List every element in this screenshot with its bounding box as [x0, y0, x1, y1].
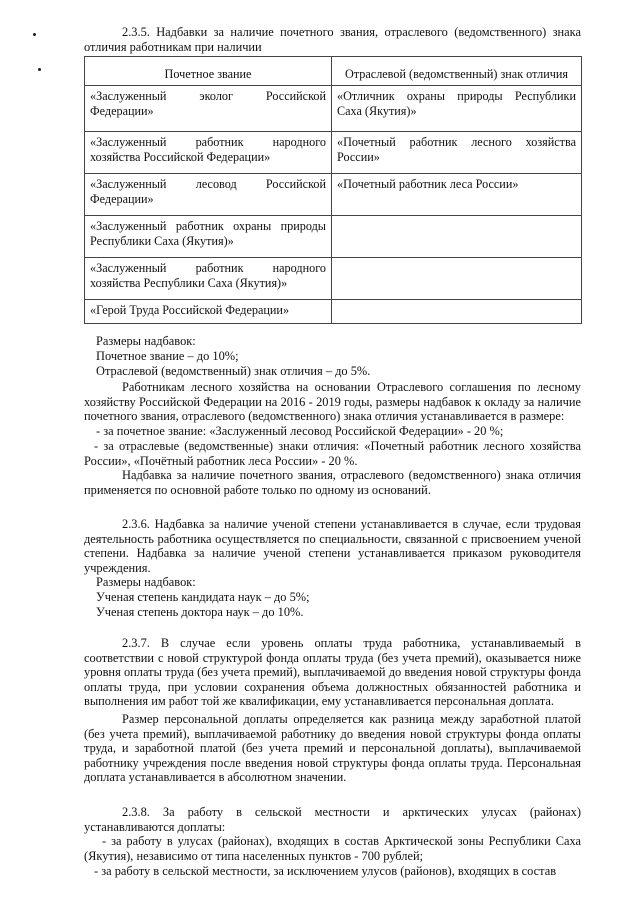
sizes-label: Размеры надбавок:	[96, 334, 196, 348]
size-line: Почетное звание – до 10%;	[96, 349, 239, 363]
section-2-3-5-heading: 2.3.5. Надбавки за наличие почетного звания, отраслевого (ведомственного) знака отличия работникам при наличии	[84, 25, 581, 54]
section-2-3-6-paragraph: 2.3.6. Надбавка за наличие ученой степени устанавливается в случае, если трудовая деятельность работника осуществляется по специальности, связанной с присвоением ученой степени. Надбавка за наличие ученой степени устанавливается приказом руководителя учреждения.	[84, 517, 581, 575]
list-item: - за работу в сельской местности, за исключением улусов (районов), входящих в состав	[94, 864, 557, 878]
table-cell: «Почетный работник лесного хозяйства России»	[332, 132, 582, 174]
table-header-row	[85, 57, 582, 86]
table-cell: «Герой Труда Российской Федерации»	[85, 300, 332, 324]
size-line: Отраслевой (ведомственный) знак отличия – до 5%.	[96, 364, 371, 378]
table-cell: «Заслуженный эколог Российской Федерации»	[85, 86, 332, 132]
table-row	[85, 132, 582, 174]
margin-dot	[33, 33, 36, 36]
list-item: - за работу в улусах (районах), входящих в состав Арктической зоны Республики Саха (Якутия), независимо от типа населенных пунктов - 700 рублей;	[84, 834, 581, 863]
size-line: Ученая степень доктора наук – до 10%.	[96, 605, 304, 619]
table-cell	[332, 258, 582, 300]
table-cell	[332, 300, 582, 324]
col-header-badge: Отраслевой (ведомственный) знак отличия	[332, 57, 582, 86]
table-cell: «Заслуженный работник народного хозяйства Российской Федерации»	[85, 132, 332, 174]
table-row	[85, 174, 582, 216]
sizes-label: Размеры надбавок:	[96, 575, 196, 589]
table-row	[85, 86, 582, 132]
table-cell: «Почетный работник леса России»	[332, 174, 582, 216]
col-header-honorary-title: Почетное звание	[85, 57, 332, 86]
one-basis-paragraph: Надбавка за наличие почетного звания, отраслевого (ведомственного) знака отличия применяется по основной работе только по одному из оснований.	[84, 468, 581, 497]
section-2-3-8-paragraph: 2.3.8. За работу в сельской местности и арктических улусах (районах) устанавливаются доплаты:	[84, 805, 581, 834]
table-cell	[332, 216, 582, 258]
list-item: - за отраслевые (ведомственные) знаки отличия: «Почетный работник лесного хозяйства России», «Почётный работник леса России» - 20 %.	[84, 439, 581, 468]
table-row	[85, 300, 582, 324]
table-cell: «Заслуженный работник охраны природы Республики Саха (Якутия)»	[85, 216, 332, 258]
table-cell: «Заслуженный работник народного хозяйства Республики Саха (Якутия)»	[85, 258, 332, 300]
table-cell: «Заслуженный лесовод Российской Федерации»	[85, 174, 332, 216]
table-cell: «Отличник охраны природы Республики Саха (Якутия)»	[332, 86, 582, 132]
table-row	[85, 258, 582, 300]
margin-dot	[38, 68, 41, 71]
list-item: - за почетное звание: «Заслуженный лесовод Российской Федерации» - 20 %;	[96, 424, 504, 438]
forestry-paragraph: Работникам лесного хозяйства на основании Отраслевого соглашения по лесному хозяйству Российской Федерации на 2016 - 2019 годы, размеры надбавок к окладу за наличие почетного звания, отраслевого (ведомственного) знака отличия устанавливается в размере:	[84, 380, 581, 424]
section-2-3-7-paragraph: 2.3.7. В случае если уровень оплаты труда работника, устанавливаемый в соответствии с новой структурой фонда оплаты труда (без учета премий), оказывается ниже уровня оплаты труда (без учета премий), выплачиваемой до введения новой структуры фонда оплаты труда, при условии сохранения объема должностных обязанностей работника и выполнения им работ той же квалификации, ему устанавливается персональная доплата.	[84, 636, 581, 709]
table-row	[85, 216, 582, 258]
size-line: Ученая степень кандидата наук – до 5%;	[96, 590, 310, 604]
awards-table	[84, 56, 582, 324]
section-2-3-7-paragraph-2: Размер персональной доплаты определяется как разница между заработной платой (без учета премий), выплачиваемой работнику до введения новой структуры фонда оплаты труда, и заработной платой (без учета премий и персональной доплаты), выплачиваемой работнику учреждения после введения новой структуры фонда оплаты труда. Персональная доплата устанавливается в абсолютном значении.	[84, 712, 581, 785]
